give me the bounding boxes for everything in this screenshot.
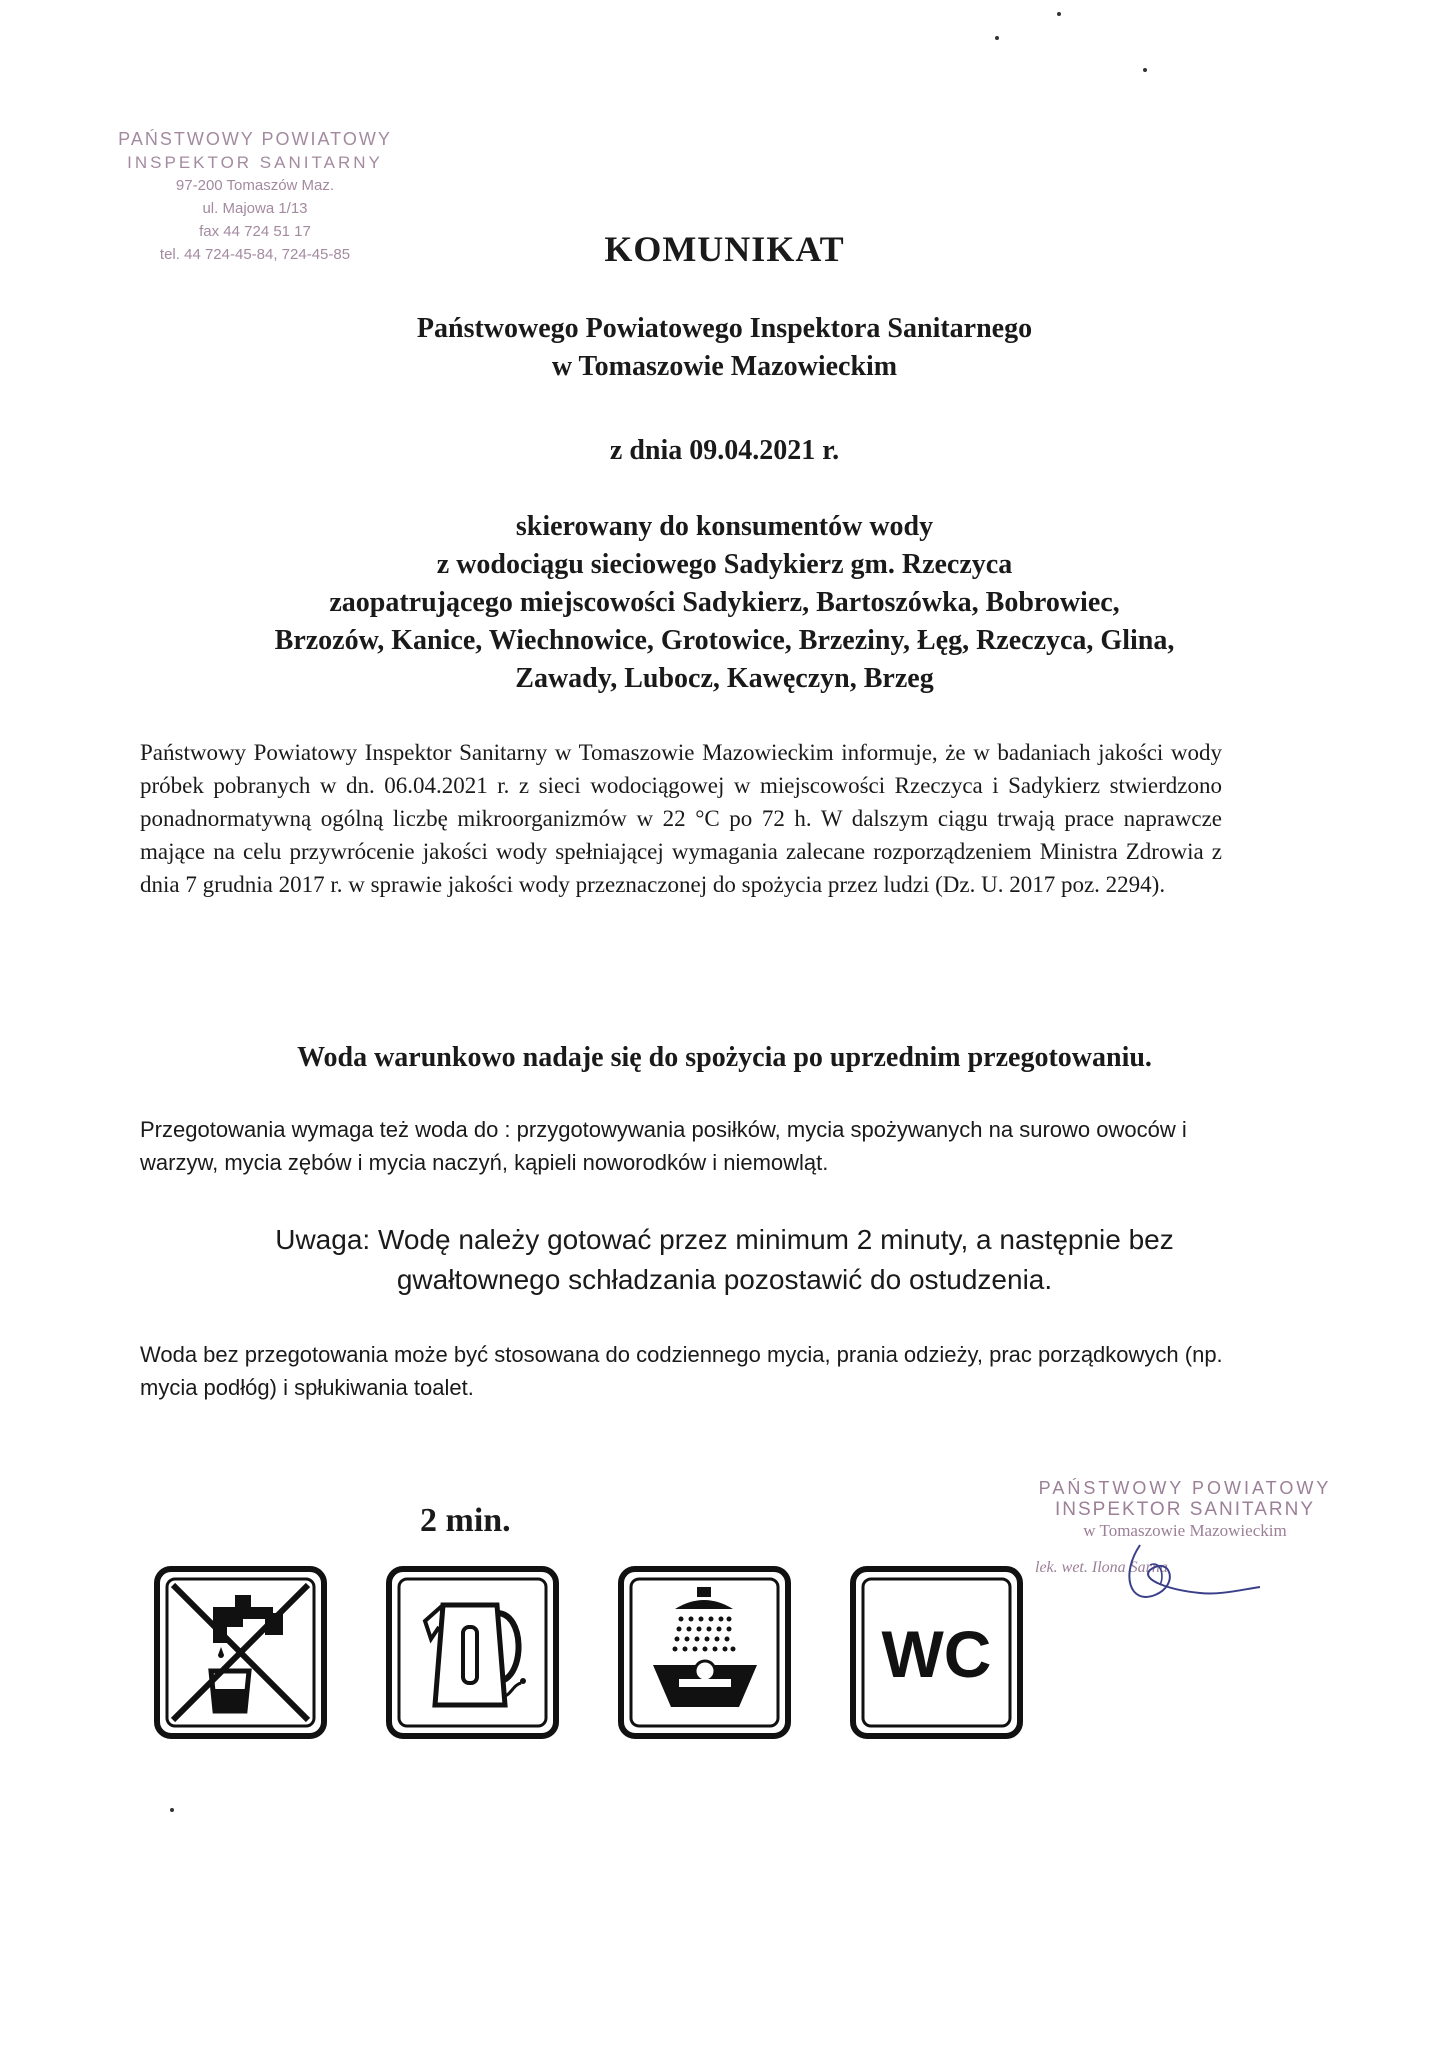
wc-label: WC [881, 1617, 992, 1691]
warning-heading: Woda warunkowo nadaje się do spożycia po uprzednim przegotowaniu. [297, 1042, 1152, 1073]
stamp-line: fax 44 724 51 17 [199, 223, 311, 240]
stamp-line: INSPEKTOR SANITARNY [127, 153, 383, 172]
uwaga-line: gwałtownego schładzania pozostawić do ostudzenia. [396, 1264, 1053, 1295]
stamp-line: 97-200 Tomaszów Maz. [175, 177, 335, 194]
stamp-line: w Tomaszowie Mazowieckim [1083, 1521, 1287, 1540]
no-tap-water-icon [153, 1565, 328, 1740]
scan-speck [1143, 68, 1147, 72]
boiling-note: Przegotowania wymaga też woda do : przygotowywania posiłków, mycia spożywanych na surowo owoców i warzyw, mycia zębów i mycia naczyń, kąpieli noworodków i niemowląt. [140, 1117, 1187, 1175]
addressee-line: zaopatrującego miejscowości Sadykierz, Bartoszówka, Bobrowiec, [329, 587, 1120, 618]
scan-speck [1057, 12, 1061, 16]
boil-time-label: 2 min. [420, 1502, 511, 1539]
signatory-name: lek. wet. Ilona Sarna [1035, 1559, 1168, 1576]
addressee-line: Zawady, Lubocz, Kawęczyn, Brzeg [515, 663, 934, 694]
addressee-line: Brzozów, Kanice, Wiechnowice, Grotowice, Brzeziny, Łęg, Rzeczyca, Glina, [274, 625, 1175, 656]
handwritten-signature [1110, 1535, 1280, 1615]
uwaga-notice [0, 1220, 1449, 1300]
document-title: KOMUNIKAT [604, 229, 845, 269]
stamp-line: PAŃSTWOWY POWIATOWY [1038, 1478, 1332, 1498]
stamp-line: PAŃSTWOWY POWIATOWY [118, 129, 392, 149]
no-boiling-note: Woda bez przegotowania może być stosowana do codziennego mycia, prania odzieży, prac porządkowych (np. mycia podłóg) i spłukiwania toalet. [140, 1342, 1223, 1400]
kettle-icon [385, 1565, 560, 1740]
stamp-line: INSPEKTOR SANITARNY [1054, 1499, 1316, 1520]
wc-icon [849, 1565, 1024, 1740]
addressee-line: z wodociągu sieciowego Sadykierz gm. Rzeczyca [436, 549, 1013, 580]
date-line: z dnia 09.04.2021 r. [609, 435, 840, 466]
body-paragraph: Państwowy Powiatowy Inspektor Sanitarny w Tomaszowie Mazowieckim informuje, że w badaniach jakości wody próbek pobranych w dn. 06.04.2021 r. z sieci wodociągowej w miejscowości Rzeczyca i Sadykierz stwierdzono ponadnormatywną ogólną liczbę mikroorganizmów w 22 °C po 72 h. W dalszym ciągu trwają prace naprawcze mające na celu przywrócenie jakości wody spełniającej wymagania zalecane rozporządzeniem Ministra Zdrowia z dnia 7 grudnia 2017 r. w sprawie jakości wody przeznaczonej do spożycia przez ludzi (Dz. U. 2017 poz. 2294). [140, 740, 1222, 897]
issuer-line: w Tomaszowie Mazowieckim [551, 351, 898, 382]
addressee-line: skierowany do konsumentów wody [515, 511, 934, 542]
addressees-block [0, 508, 1449, 698]
issuer-line: Państwowego Powiatowego Inspektora Sanitarnego [416, 313, 1033, 344]
scan-speck [995, 36, 999, 40]
uwaga-line: Uwaga: Wodę należy gotować przez minimum 2 minuty, a następnie bez [275, 1224, 1174, 1255]
stamp-line: ul. Majowa 1/13 [202, 200, 308, 217]
issuer-block [0, 310, 1449, 386]
scan-speck [170, 1808, 174, 1812]
stamp-line: tel. 44 724-45-84, 724-45-85 [159, 246, 351, 263]
shower-bath-icon [617, 1565, 792, 1740]
